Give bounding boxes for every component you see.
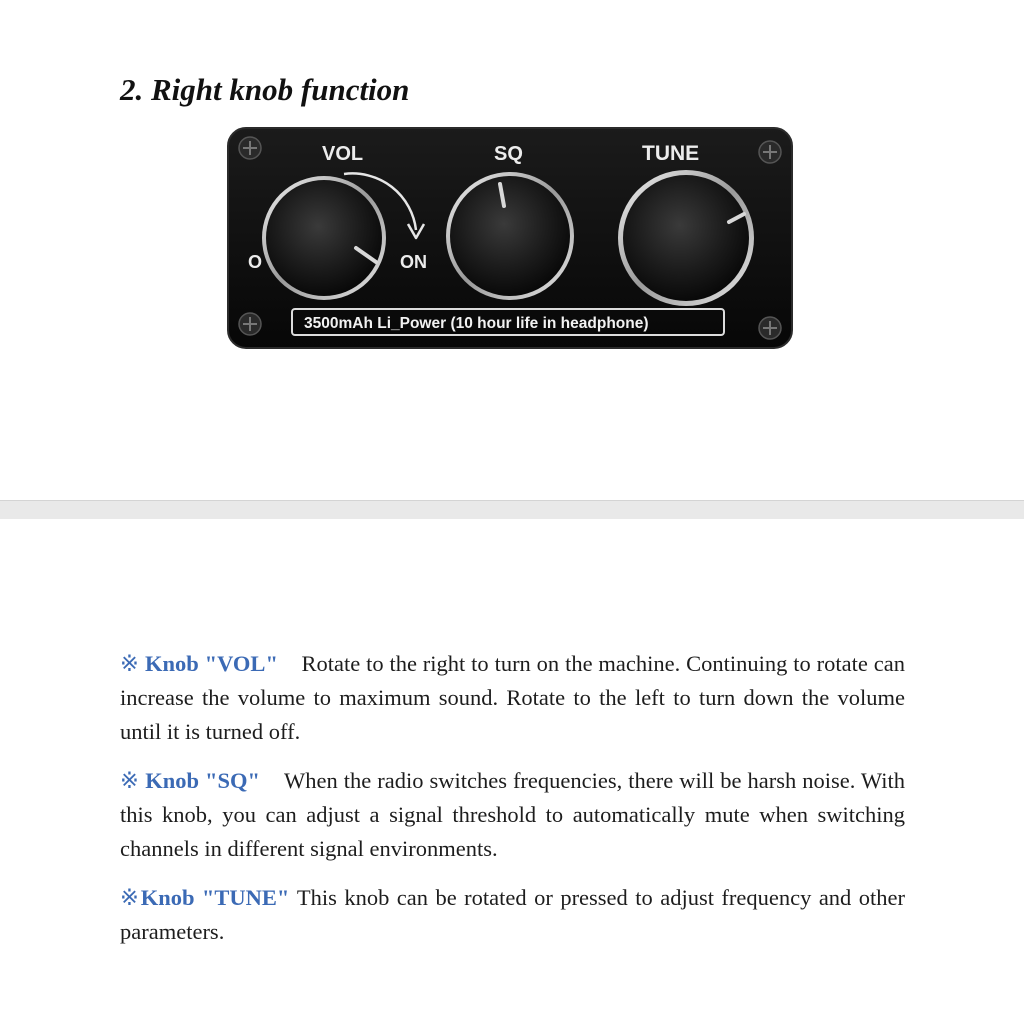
reference-mark: ※: [120, 768, 146, 793]
sq-description: [120, 764, 905, 866]
tune-knob: [618, 170, 754, 306]
sq-knob-name: Knob "SQ": [145, 768, 261, 793]
page-top: [0, 0, 1024, 500]
vol-knob: [262, 176, 386, 300]
sq-description-text: When the radio switches frequencies, there will be harsh noise. With this knob, you can adjust a signal threshold to automatically mute when switching channels in different signal environments.: [120, 768, 905, 861]
tune-knob-name: Knob "TUNE": [140, 885, 290, 910]
on-label: ON: [400, 252, 427, 272]
reference-mark: ※: [120, 885, 141, 910]
page-divider: [0, 500, 1024, 520]
tune-description-text: This knob can be rotated or pressed to adjust frequency and other parameters.: [120, 885, 905, 944]
sq-knob: [446, 172, 574, 300]
off-label: O: [248, 252, 263, 272]
section-title: 2. Right knob function: [120, 72, 410, 107]
vol-label: VOL: [322, 143, 364, 165]
tune-description: [120, 881, 905, 949]
vol-knob-name: Knob "VOL": [144, 651, 278, 676]
reference-mark: ※: [120, 651, 145, 676]
vol-description: [120, 647, 905, 749]
sq-label: SQ: [494, 143, 523, 165]
device-photo: [226, 126, 794, 350]
vol-description-text: Rotate to the right to turn on the machine. Continuing to rotate can increase the volume to maximum sound. Rotate to the left to turn down the volume until it is turned off.: [120, 651, 905, 744]
tune-label: TUNE: [642, 142, 700, 165]
battery-caption: 3500mAh Li_Power (10 hour life in headphone): [304, 315, 649, 332]
